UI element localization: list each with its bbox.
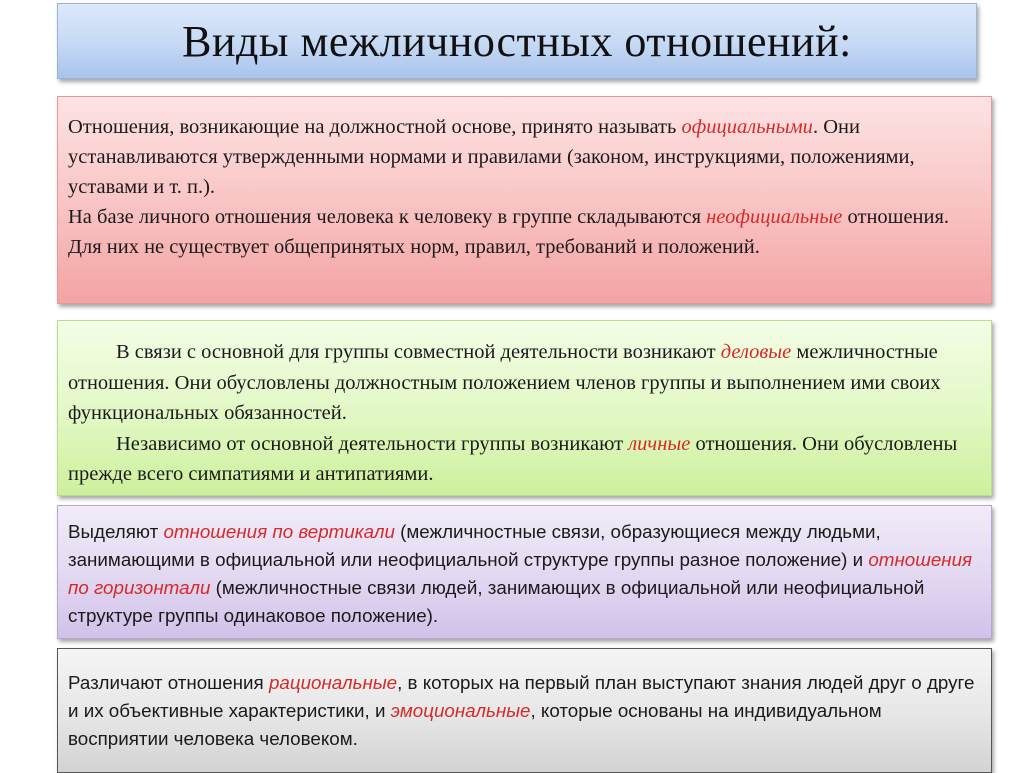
vertical-text-1: Выделяют: [68, 521, 164, 542]
personal-highlight: личные: [628, 432, 691, 455]
rational-emotional-box: [57, 648, 992, 773]
official-relations-box: [57, 96, 992, 304]
official-highlight: официальными: [681, 116, 813, 138]
emotional-text: , которые основаны на индивидуальном восприятии человека человеком.: [68, 700, 882, 749]
unofficial-highlight: неофициальные: [706, 206, 843, 228]
business-relations-box: [57, 320, 992, 496]
rational-highlight: рациональные: [268, 672, 398, 693]
title-banner: [57, 3, 977, 79]
unofficial-text-1: На базе личного отношения человека к человеку в группе складываются: [68, 206, 707, 228]
personal-text-1: Независимо от основной деятельности группы возникают: [116, 432, 629, 455]
rational-text-1: Различают отношения: [68, 672, 269, 693]
official-text-2: . Они устанавливаются утвержденными нормами и правилами (законом, инструкциями, положениями, уставами и т. п.).: [68, 116, 915, 198]
personal-text-2: отношения. Они обусловлены прежде всего симпатиями и антипатиями.: [68, 432, 958, 485]
official-paragraph: [68, 112, 979, 202]
vertical-horizontal-box: [57, 505, 992, 639]
horizontal-highlight: отношения по горизонтали: [68, 549, 973, 598]
vertical-text-2: (межличностные связи, образующиеся между людьми, занимающими в официальной или неофициальной структуре группы разное положение) и: [68, 521, 881, 570]
business-text-1: В связи с основной для группы совместной деятельности возникают: [116, 341, 721, 363]
horizontal-text: (межличностные связи людей, занимающих в официальной или неофициальной структуре группы одинаковое положение).: [68, 577, 925, 626]
personal-paragraph: [68, 429, 979, 490]
rational-emotional-paragraph: [68, 669, 979, 753]
rational-text-2: , в которых на первый план выступают знания людей друг о друге и их объективные характеристики, и: [68, 672, 975, 721]
business-paragraph: [68, 337, 979, 429]
vertical-highlight: отношения по вертикали: [163, 521, 395, 542]
page-title: Виды межличностных отношений:: [182, 16, 852, 66]
official-text-1: Отношения, возникающие на должностной основе, принято называть: [68, 116, 682, 138]
business-text-2: межличностные отношения. Они обусловлены должностным положением членов группы и выполнением ими своих функциональных обязанностей.: [68, 341, 941, 424]
business-highlight: деловые: [720, 341, 792, 363]
emotional-highlight: эмоциональные: [390, 700, 531, 721]
unofficial-text-2: отношения. Для них не существует общепринятых норм, правил, требований и положений.: [68, 206, 950, 258]
unofficial-paragraph: [68, 202, 979, 262]
vertical-horizontal-paragraph: [68, 518, 979, 630]
